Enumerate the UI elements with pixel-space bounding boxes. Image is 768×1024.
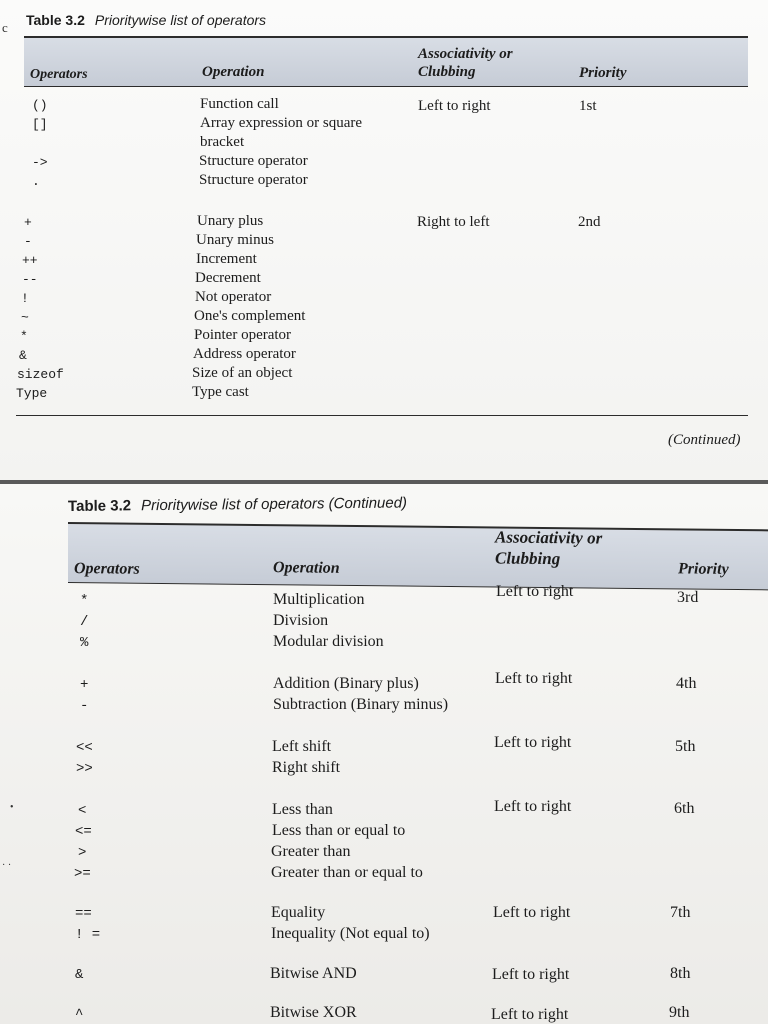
operation-cell: Modular division	[273, 633, 384, 650]
operator-cell: ^	[75, 1007, 84, 1023]
operator-cell: %	[80, 635, 89, 651]
operation-cell: Pointer operator	[194, 327, 292, 343]
header-associativity-line2: Clubbing	[495, 548, 561, 569]
operator-cell: ! =	[75, 927, 101, 943]
header-operators: Operators	[74, 560, 140, 578]
operation-cell: Address operator	[193, 346, 296, 362]
operator-cell: Type	[16, 386, 48, 401]
operation-cell: Left shift	[272, 738, 332, 755]
operation-cell: Greater than	[271, 843, 351, 860]
associativity-cell: Left to right	[494, 734, 572, 751]
header-operation: Operation	[273, 559, 340, 577]
operation-cell: Array expression or square	[200, 115, 363, 131]
table-header	[68, 522, 768, 590]
operation-cell: Function call	[200, 96, 279, 112]
priority-cell: 6th	[674, 800, 695, 817]
associativity-cell: Left to right	[491, 1006, 569, 1023]
operation-cell: Inequality (Not equal to)	[271, 925, 430, 942]
operation-cell: Structure operator	[199, 172, 308, 188]
bottom-page	[0, 484, 768, 1024]
operation-cell: Division	[273, 612, 329, 629]
operator-cell: !	[21, 291, 29, 306]
operation-cell: One's complement	[194, 308, 306, 324]
operation-cell: Size of an object	[192, 365, 293, 381]
operator-cell: -	[80, 698, 89, 714]
associativity-cell: Left to right	[492, 966, 570, 983]
operation-cell: Type cast	[192, 384, 249, 400]
operation-cell: Structure operator	[199, 153, 308, 169]
associativity-cell: Left to right	[495, 670, 573, 687]
operation-cell: Subtraction (Binary minus)	[273, 696, 449, 713]
operator-cell: <<	[76, 740, 93, 756]
priority-cell: 7th	[670, 904, 691, 921]
operator-cell: -	[24, 234, 32, 249]
associativity-cell: Left to right	[494, 798, 572, 815]
associativity-cell: Right to left	[417, 214, 490, 230]
operator-cell: ->	[32, 155, 48, 170]
header-operators: Operators	[30, 67, 88, 82]
priority-cell: 3rd	[677, 589, 699, 606]
operator-cell: *	[20, 329, 28, 344]
table-label: Table 3.2	[67, 497, 132, 515]
operation-cell: Bitwise XOR	[270, 1004, 357, 1021]
operation-cell: Addition (Binary plus)	[273, 675, 419, 692]
operation-cell: Less than	[272, 801, 333, 818]
priority-cell: 4th	[676, 675, 697, 692]
header-priority: Priority	[579, 65, 627, 81]
operator-cell: .	[32, 174, 40, 189]
table-title: Prioritywise list of operators	[94, 12, 267, 28]
table-label: Table 3.2	[26, 12, 85, 28]
top-page	[0, 0, 768, 480]
table-bottom-rule	[16, 415, 748, 416]
operator-cell: <=	[75, 824, 92, 840]
priority-cell: 9th	[669, 1004, 690, 1021]
operator-cell: --	[22, 272, 38, 287]
priority-cell: 2nd	[578, 214, 601, 230]
operator-cell: *	[80, 593, 89, 609]
header-priority: Priority	[678, 560, 729, 578]
table-header	[24, 36, 748, 87]
operation-cell: Equality	[271, 904, 326, 921]
operation-cell: Right shift	[272, 759, 341, 776]
priority-cell: 8th	[670, 965, 691, 982]
operator-cell: &	[19, 348, 27, 363]
operator-cell: ()	[32, 98, 48, 113]
operator-cell: []	[32, 117, 48, 132]
operator-cell: ==	[75, 906, 92, 922]
operation-cell: Less than or equal to	[272, 822, 406, 839]
operator-cell: ~	[21, 310, 29, 325]
operator-cell: &	[75, 967, 84, 983]
header-operation: Operation	[202, 64, 265, 80]
operator-cell: +	[80, 677, 89, 693]
header-associativity-line1: Associativity or	[495, 527, 603, 548]
margin-mark: c	[2, 20, 8, 35]
continued-note: (Continued)	[668, 432, 741, 448]
operator-cell: >>	[76, 761, 93, 777]
operation-cell: Multiplication	[273, 591, 365, 608]
operator-cell: +	[24, 215, 32, 230]
operator-cell: >=	[74, 866, 91, 882]
operator-cell: /	[80, 614, 89, 630]
table-title: Prioritywise list of operators (Continued)	[141, 494, 408, 515]
operation-cell: Unary plus	[197, 213, 264, 229]
associativity-cell: Left to right	[496, 583, 574, 600]
operation-cell: Unary minus	[196, 232, 274, 248]
associativity-cell: Left to right	[493, 904, 571, 921]
margin-mark: · ·	[2, 860, 12, 871]
operation-cell: Greater than or equal to	[271, 864, 423, 881]
operator-cell: >	[78, 845, 87, 861]
priority-cell: 5th	[675, 738, 696, 755]
operator-cell: <	[78, 803, 87, 819]
header-associativity-line2: Clubbing	[418, 64, 476, 80]
operator-cell: ++	[22, 253, 38, 268]
operation-cell: Increment	[196, 251, 257, 267]
table-caption	[26, 12, 266, 28]
operator-cell: sizeof	[17, 367, 64, 382]
margin-mark: •	[10, 802, 14, 813]
header-associativity-line1: Associativity or	[418, 46, 513, 62]
associativity-cell: Left to right	[418, 98, 491, 114]
operation-cell: Bitwise AND	[270, 965, 357, 982]
table-caption	[68, 494, 407, 515]
operation-cell: bracket	[200, 134, 245, 150]
operation-cell: Decrement	[195, 270, 261, 286]
priority-cell: 1st	[579, 98, 597, 114]
operation-cell: Not operator	[195, 289, 272, 305]
